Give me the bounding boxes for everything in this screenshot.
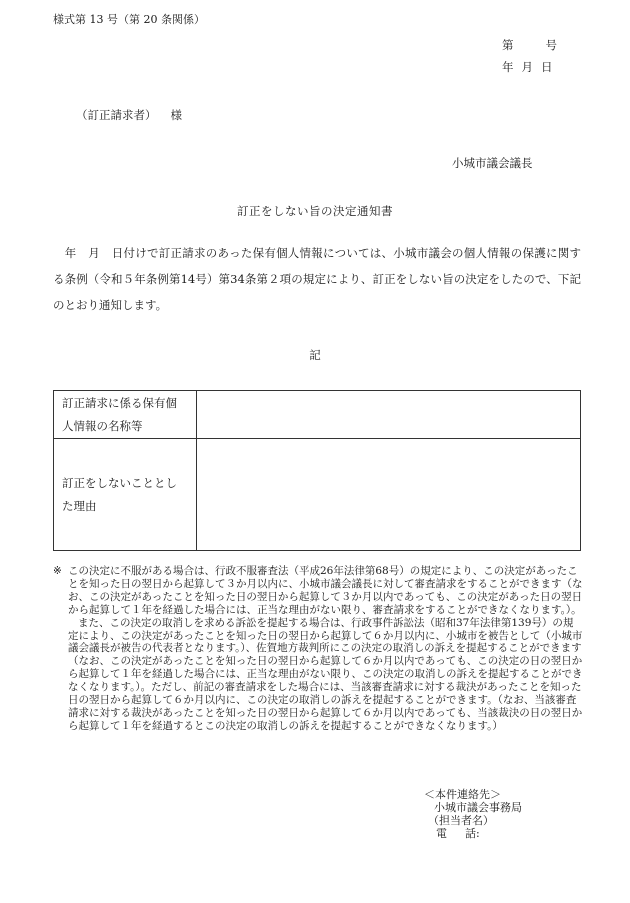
document-number-prefix: 第 <box>502 38 514 52</box>
date-line <box>502 59 561 75</box>
addressee-line <box>76 107 182 123</box>
note-mark: ※ <box>53 565 62 577</box>
note-paragraph-appeal: この決定に不服がある場合は、行政不服審査法（平成26年法律第68号）の規定により、この決定があったことを知った日の翌日から起算して３か月以内に、小城市議会議長に対して審査請求をすることができます（なお、この決定があったことを知った日の翌日から起算して３か月以内であっても、この決定があった日の翌日から起算して１年を経過した場合には、正当な理由がない限り、審査請求をすることができなくなります。）。 <box>68 565 583 616</box>
table-row <box>54 439 581 551</box>
row-label-reason: 訂正をしないこととした理由 <box>54 439 197 551</box>
form-number: 様式第 13 号（第 20 条関係） <box>53 13 205 26</box>
contact-block <box>418 788 522 840</box>
document-title: 訂正をしない旨の決定通知書 <box>237 204 393 218</box>
contact-office: 小城市議会事務局 <box>434 801 522 814</box>
note-paragraph-lawsuit: また、この決定の取消しを求める訴訟を提起する場合は、行政事件訴訟法（昭和37年法律第139号）の規定により、この決定があったことを知った日の翌日から起算して６か月以内に、小城市を被告として（小城市議会議長が被告の代表者となります。）、佐賀地方裁判所にこの決定の取消しの訴えを提起することができます（なお、この決定があったことを知った日の翌日から起算して６か月以内であっても、この決定の日の翌日から起算して１年を経過した場合には、正当な理由がない限り、この決定の取消しの訴えを提起することができなくなります。）。ただし、前記の審査請求をした場合には、当該審査請求に対する裁決があったことを知った日の翌日から起算して６か月以内に、この決定の取消しの訴えを提起することができます。（なお、当該審査請求に対する裁決があったことを知った日の翌日から起算して６か月以内であっても、当該裁決の日の翌日から起算して１年を経過するとこの決定の取消しの訴えを提起することができなくなります。） <box>68 616 583 732</box>
addressee-name: （訂正請求者） <box>76 108 157 122</box>
contact-heading: ＜本件連絡先＞ <box>424 788 501 801</box>
contact-phone-label-2: 話: <box>465 827 480 840</box>
contact-phone <box>418 827 522 840</box>
date-day: 日 <box>541 60 553 74</box>
date-month: 月 <box>521 60 533 74</box>
row-label-info-name: 訂正請求に係る保有個人情報の名称等 <box>54 391 197 439</box>
contact-phone-label-1: 電 <box>436 827 447 840</box>
body-paragraph: 年 月 日付けで訂正請求のあった保有個人情報については、小城市議会の個人情報の保護に関する条例（令和５年条例第14号）第34条第２項の規定により、訂正をしない旨の決定をしたので、下記のとおり通知します。 <box>53 246 581 312</box>
addressee-honorific: 様 <box>170 108 182 122</box>
table-row <box>54 391 581 439</box>
contact-person: （担当者名） <box>428 814 494 827</box>
document-number-line <box>502 37 557 53</box>
row-value-reason <box>197 439 581 551</box>
sender-name: 小城市議会議長 <box>452 156 533 170</box>
document-number-suffix: 号 <box>545 38 557 52</box>
ki-heading: 記 <box>309 348 321 362</box>
info-table <box>53 390 581 551</box>
row-value-info-name <box>197 391 581 439</box>
date-year: 年 <box>502 60 514 74</box>
notes-section <box>53 565 583 733</box>
